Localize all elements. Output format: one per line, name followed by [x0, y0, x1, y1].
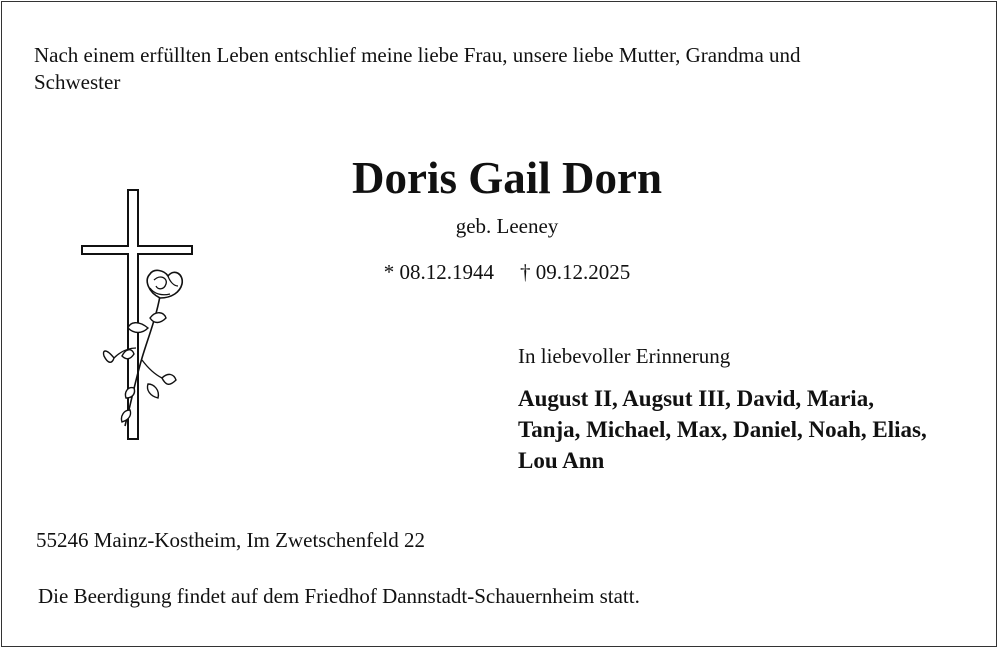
family-address: 55246 Mainz-Kostheim, Im Zwetschenfeld 22 — [36, 528, 425, 552]
cross-with-rose-icon — [78, 188, 198, 444]
mourners-line-2: Tanja, Michael, Max, Daniel, Noah, Elias, — [518, 417, 927, 442]
intro-line-2: Schwester — [34, 70, 121, 94]
deceased-name: Doris Gail Dorn — [352, 153, 662, 203]
mourners-list — [518, 383, 988, 476]
birth-date: * 08.12.1944 — [383, 260, 494, 284]
death-date: † 09.12.2025 — [520, 260, 631, 284]
maiden-name: geb. Leeney — [455, 214, 559, 238]
mourners-line-3: Lou Ann — [518, 448, 605, 473]
intro-line-1: Nach einem erfüllten Leben entschlief meine liebe Frau, unsere liebe Mutter, Grandma und — [34, 43, 801, 67]
memorial-heading: In liebevoller Erinnerung — [518, 344, 731, 368]
funeral-note: Die Beerdigung findet auf dem Friedhof Dannstadt-Schauernheim statt. — [38, 584, 640, 608]
mourners-line-1: August II, Augsut III, David, Maria, — [518, 386, 874, 411]
notice-frame — [1, 1, 997, 647]
intro-text — [34, 42, 974, 96]
